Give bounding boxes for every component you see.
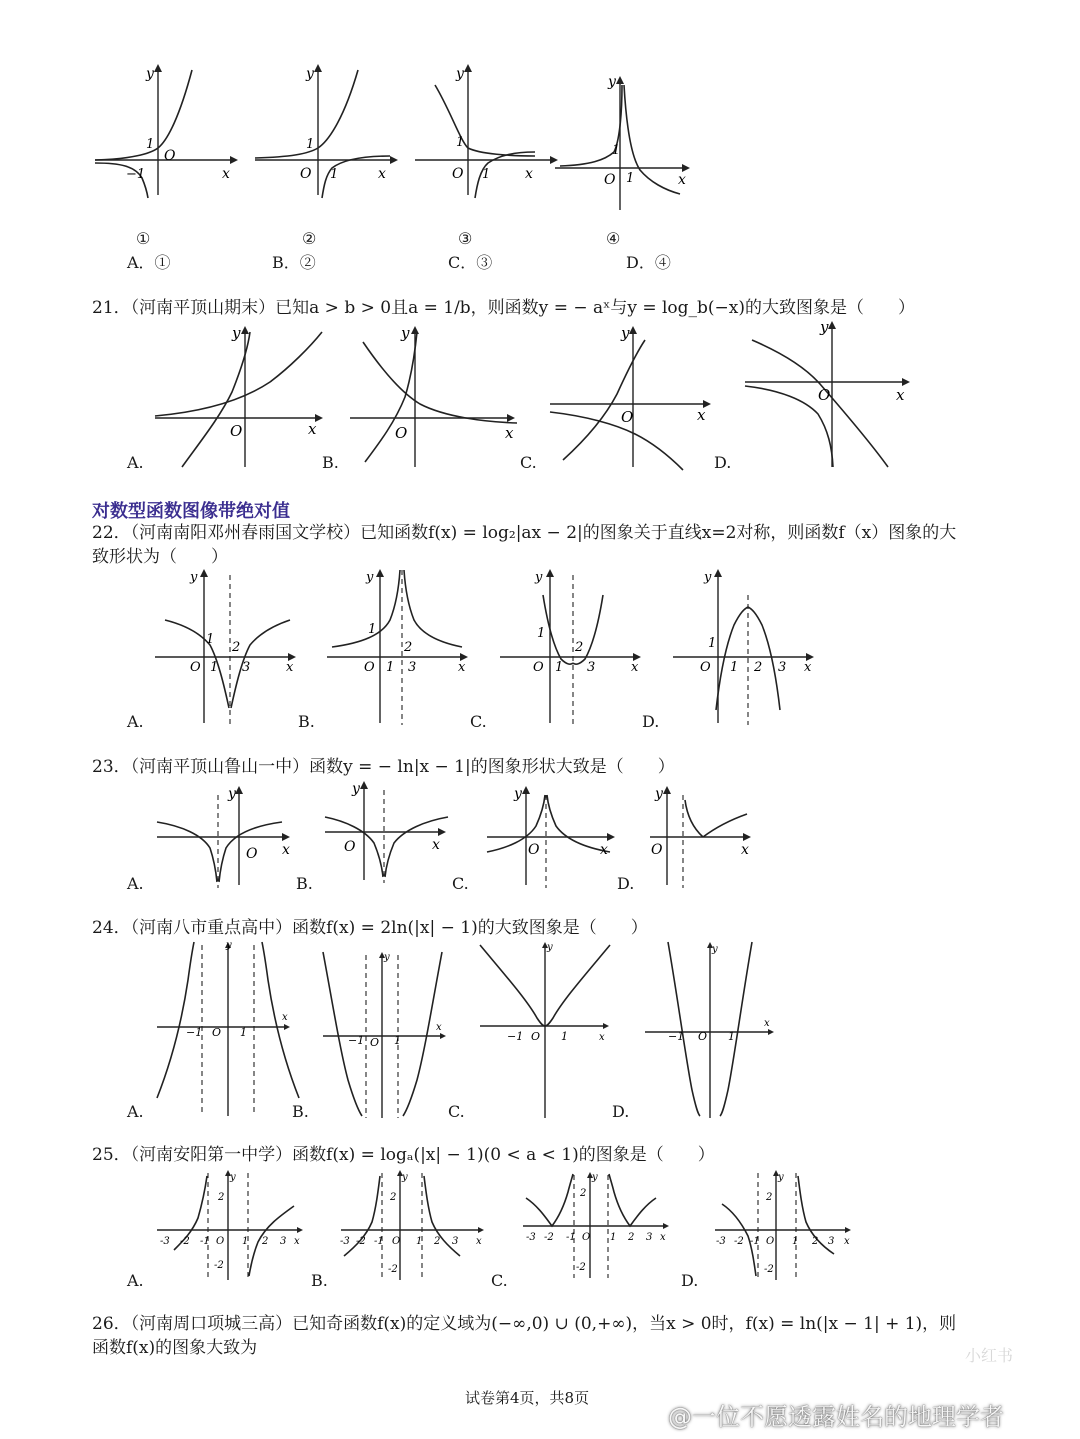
- svg-text:y: y: [146, 66, 154, 82]
- svg-text:x: x: [896, 386, 905, 404]
- svg-text:2: 2: [262, 1236, 269, 1247]
- svg-text:x: x: [286, 660, 294, 675]
- svg-text:3: 3: [587, 660, 596, 675]
- svg-text:x: x: [764, 1018, 770, 1029]
- watermark-author: @一位不愿透露姓名的地理学者: [668, 1403, 1004, 1431]
- svg-text:1: 1: [206, 632, 215, 647]
- svg-text:1: 1: [555, 660, 564, 675]
- svg-text:1: 1: [386, 660, 395, 675]
- svg-text:−1: −1: [507, 1030, 524, 1043]
- q20-figure-number-3: ③: [458, 229, 473, 248]
- svg-text:3: 3: [452, 1236, 459, 1247]
- svg-text:y: y: [820, 318, 829, 336]
- svg-text:x: x: [282, 1012, 288, 1023]
- q20-figure-4: [550, 60, 700, 215]
- svg-text:O: O: [698, 1030, 708, 1043]
- q24-figure-a: [152, 940, 302, 1120]
- q26-text-line2: 函数f(x)的图象大致为: [92, 1338, 258, 1358]
- svg-text:O: O: [246, 846, 258, 862]
- svg-text:x: x: [804, 660, 812, 675]
- svg-text:y: y: [230, 1172, 236, 1183]
- svg-text:-3: -3: [340, 1236, 350, 1247]
- svg-text:y: y: [621, 324, 630, 342]
- svg-text:x: x: [436, 1022, 442, 1033]
- svg-text:x: x: [631, 660, 639, 675]
- q24-figure-b: [318, 950, 458, 1120]
- svg-text:x: x: [741, 842, 749, 858]
- svg-text:1: 1: [416, 1236, 423, 1247]
- q25-option-b[interactable]: B.: [311, 1271, 328, 1290]
- q23-option-a[interactable]: A.: [127, 874, 144, 893]
- svg-text:1: 1: [626, 171, 635, 186]
- svg-text:O: O: [766, 1236, 775, 1247]
- svg-text:2: 2: [580, 1188, 587, 1199]
- q25-figure-b: [336, 1168, 496, 1283]
- q23-figure-c: [482, 780, 632, 890]
- svg-text:-1: -1: [374, 1236, 384, 1247]
- svg-text:O: O: [344, 839, 356, 855]
- q24-text: 24．（河南八市重点高中）函数f(x) = 2ln(|x| − 1)的大致图象是（ ）: [92, 918, 648, 938]
- svg-text:x: x: [600, 842, 608, 858]
- svg-text:2: 2: [434, 1236, 441, 1247]
- svg-text:O: O: [395, 424, 408, 442]
- section-title: 对数型函数图像带绝对值: [92, 501, 290, 522]
- q23-option-d[interactable]: D.: [617, 874, 635, 893]
- q25-text: 25．（河南安阳第一中学）函数f(x) = logₐ(|x| − 1)(0 < a < 1)的图象是（ ）: [92, 1145, 715, 1165]
- svg-text:O: O: [533, 660, 544, 675]
- svg-text:1: 1: [240, 1026, 247, 1039]
- svg-text:1: 1: [368, 622, 377, 637]
- svg-text:O: O: [452, 166, 464, 182]
- svg-text:1: 1: [708, 636, 717, 651]
- svg-text:y: y: [712, 944, 718, 955]
- q22-option-c[interactable]: C.: [470, 712, 487, 731]
- svg-text:y: y: [190, 570, 198, 585]
- svg-text:-1: -1: [566, 1232, 576, 1243]
- svg-text:y: y: [704, 570, 712, 585]
- svg-text:x: x: [432, 837, 440, 853]
- q20-figure-2: [250, 60, 400, 200]
- q23-option-b[interactable]: B.: [296, 874, 313, 893]
- q23-text: 23．（河南平顶山鲁山一中）函数y = − ln|x − 1|的图象形状大致是（ ）: [92, 757, 675, 777]
- q23-option-c[interactable]: C.: [452, 874, 469, 893]
- svg-text:-2: -2: [180, 1236, 190, 1247]
- svg-text:-3: -3: [716, 1236, 726, 1247]
- svg-text:1: 1: [242, 1236, 249, 1247]
- svg-text:O: O: [164, 148, 176, 164]
- q23-figure-d: [645, 780, 795, 890]
- svg-text:3: 3: [408, 660, 417, 675]
- svg-text:−1: −1: [126, 167, 146, 182]
- q20-figure-number-1: ①: [136, 229, 151, 248]
- svg-text:-3: -3: [526, 1232, 536, 1243]
- svg-text:1: 1: [537, 626, 546, 641]
- svg-text:y: y: [232, 324, 241, 342]
- svg-text:2: 2: [754, 660, 763, 675]
- svg-text:−1: −1: [668, 1030, 685, 1043]
- svg-text:y: y: [401, 324, 410, 342]
- svg-text:y: y: [366, 570, 374, 585]
- svg-text:O: O: [528, 842, 540, 858]
- q22-option-a[interactable]: A.: [127, 712, 144, 731]
- svg-text:O: O: [604, 172, 616, 188]
- q25-option-d[interactable]: D.: [681, 1271, 699, 1290]
- svg-text:y: y: [228, 786, 236, 802]
- svg-text:x: x: [282, 842, 290, 858]
- svg-text:y: y: [547, 942, 553, 953]
- svg-text:y: y: [608, 74, 616, 90]
- svg-text:3: 3: [646, 1232, 653, 1243]
- page-footer: 试卷第4页，共8页: [465, 1389, 590, 1407]
- svg-text:-2: -2: [388, 1264, 398, 1275]
- svg-text:1: 1: [306, 137, 315, 152]
- svg-text:2: 2: [812, 1236, 819, 1247]
- q22-figure-d: [668, 565, 823, 725]
- q21-figure-d: [740, 318, 920, 472]
- svg-text:O: O: [392, 1236, 401, 1247]
- svg-text:O: O: [370, 1036, 380, 1049]
- svg-text:2: 2: [575, 640, 584, 655]
- svg-text:-1: -1: [200, 1236, 210, 1247]
- svg-text:−1: −1: [186, 1026, 203, 1039]
- q24-option-d[interactable]: D.: [612, 1102, 630, 1121]
- svg-text:2: 2: [232, 640, 241, 655]
- svg-text:O: O: [531, 1030, 541, 1043]
- q22-figure-b: [322, 565, 477, 725]
- svg-text:y: y: [402, 1172, 408, 1183]
- svg-text:-2: -2: [764, 1264, 774, 1275]
- svg-text:3: 3: [828, 1236, 835, 1247]
- q20-option-a[interactable]: A．①: [127, 253, 171, 272]
- q24-figure-d: [640, 940, 780, 1120]
- svg-text:1: 1: [146, 137, 155, 152]
- q21-figure-b: [345, 322, 525, 472]
- q20-figure-1: [90, 60, 240, 200]
- q21-figure-a: [150, 322, 330, 472]
- q25-option-a[interactable]: A.: [127, 1271, 144, 1290]
- q25-figure-a: [152, 1168, 312, 1283]
- svg-text:y: y: [778, 1172, 784, 1183]
- svg-text:x: x: [476, 1236, 482, 1247]
- svg-text:O: O: [582, 1232, 591, 1243]
- svg-text:-2: -2: [356, 1236, 366, 1247]
- svg-text:y: y: [655, 786, 663, 802]
- q26-text-line1: 26．（河南周口项城三高）已知奇函数f(x)的定义域为(−∞,0) ∪ (0,+∞)，当x > 0时，f(x) = ln(|x − 1| + 1)，则: [92, 1314, 957, 1334]
- svg-text:1: 1: [330, 167, 339, 182]
- svg-text:x: x: [678, 172, 686, 188]
- q25-figure-c: [518, 1170, 678, 1285]
- svg-text:O: O: [651, 842, 663, 858]
- svg-text:-2: -2: [544, 1232, 554, 1243]
- svg-text:y: y: [352, 781, 360, 797]
- svg-text:x: x: [697, 406, 706, 424]
- svg-text:O: O: [230, 422, 243, 440]
- svg-text:y: y: [456, 66, 464, 82]
- q21-option-b[interactable]: B.: [322, 453, 339, 472]
- svg-text:y: y: [226, 940, 232, 951]
- q20-option-b[interactable]: B．②: [272, 253, 316, 272]
- svg-text:3: 3: [280, 1236, 287, 1247]
- q22-text-line1: 22．（河南南阳邓州春雨国文学校）已知函数f(x) = log₂|ax − 2|的图象关于直线x=2对称，则函数f（x）图象的大: [92, 523, 957, 543]
- q22-option-d[interactable]: D.: [642, 712, 660, 731]
- svg-text:O: O: [212, 1026, 222, 1039]
- q24-figure-c: [475, 940, 615, 1120]
- svg-text:1: 1: [610, 1232, 617, 1243]
- q24-option-b[interactable]: B.: [292, 1102, 309, 1121]
- svg-text:O: O: [300, 166, 312, 182]
- svg-text:-2: -2: [576, 1262, 586, 1273]
- q25-option-c[interactable]: C.: [491, 1271, 508, 1290]
- q21-option-d[interactable]: D.: [714, 453, 732, 472]
- svg-text:2: 2: [404, 640, 413, 655]
- svg-text:y: y: [306, 66, 314, 82]
- svg-text:1: 1: [728, 1030, 735, 1043]
- svg-text:O: O: [190, 660, 201, 675]
- svg-text:O: O: [621, 408, 634, 426]
- q25-figure-d: [710, 1168, 870, 1283]
- svg-text:x: x: [599, 1032, 605, 1043]
- q23-figure-a: [152, 780, 302, 890]
- svg-text:1: 1: [456, 135, 465, 150]
- svg-text:3: 3: [242, 660, 251, 675]
- svg-text:-2: -2: [214, 1260, 224, 1271]
- svg-text:x: x: [308, 420, 317, 438]
- svg-text:y: y: [535, 570, 543, 585]
- svg-text:x: x: [294, 1236, 300, 1247]
- svg-text:1: 1: [394, 1034, 401, 1047]
- q23-figure-b: [320, 775, 470, 885]
- q20-option-c[interactable]: C．③: [448, 253, 493, 272]
- svg-text:1: 1: [482, 167, 491, 182]
- svg-text:x: x: [458, 660, 466, 675]
- svg-text:x: x: [505, 424, 514, 442]
- q24-option-a[interactable]: A.: [127, 1102, 144, 1121]
- svg-text:-3: -3: [160, 1236, 170, 1247]
- q22-figure-c: [495, 565, 650, 725]
- svg-text:−1: −1: [348, 1034, 365, 1047]
- svg-text:x: x: [844, 1236, 850, 1247]
- q24-option-c[interactable]: C.: [448, 1102, 465, 1121]
- svg-text:O: O: [700, 660, 711, 675]
- svg-text:O: O: [818, 386, 831, 404]
- svg-text:y: y: [592, 1172, 598, 1183]
- svg-text:1: 1: [612, 143, 621, 158]
- svg-text:x: x: [525, 166, 533, 182]
- svg-text:1: 1: [730, 660, 739, 675]
- svg-text:y: y: [384, 952, 390, 963]
- svg-text:3: 3: [778, 660, 787, 675]
- svg-text:O: O: [216, 1236, 225, 1247]
- q21-text: 21．（河南平顶山期末）已知a > b > 0且a = 1/b，则函数y = − aˣ与y = log_b(−x)的大致图象是（ ）: [92, 298, 916, 318]
- watermark-logo: 小红书: [965, 1346, 1014, 1365]
- svg-text:2: 2: [628, 1232, 635, 1243]
- q21-option-c[interactable]: C.: [520, 453, 537, 472]
- svg-text:x: x: [222, 166, 230, 182]
- q20-figure-number-4: ④: [606, 229, 621, 248]
- svg-text:2: 2: [390, 1192, 397, 1203]
- svg-text:1: 1: [210, 660, 219, 675]
- svg-text:x: x: [378, 166, 386, 182]
- q20-option-d[interactable]: D．④: [626, 253, 671, 272]
- svg-text:1: 1: [561, 1030, 568, 1043]
- svg-text:1: 1: [792, 1236, 799, 1247]
- q20-figure-number-2: ②: [302, 229, 317, 248]
- svg-text:2: 2: [766, 1192, 773, 1203]
- q22-figure-a: [150, 565, 305, 725]
- svg-text:-1: -1: [750, 1236, 760, 1247]
- q20-figure-3: [410, 60, 560, 200]
- q22-option-b[interactable]: B.: [298, 712, 315, 731]
- svg-text:O: O: [364, 660, 375, 675]
- svg-text:x: x: [660, 1232, 666, 1243]
- q22-text-line2: 致形状为（ ）: [92, 547, 228, 567]
- svg-text:y: y: [514, 786, 522, 802]
- q21-option-a[interactable]: A.: [127, 453, 144, 472]
- svg-text:-2: -2: [734, 1236, 744, 1247]
- svg-text:2: 2: [218, 1192, 225, 1203]
- q21-figure-c: [545, 322, 725, 472]
